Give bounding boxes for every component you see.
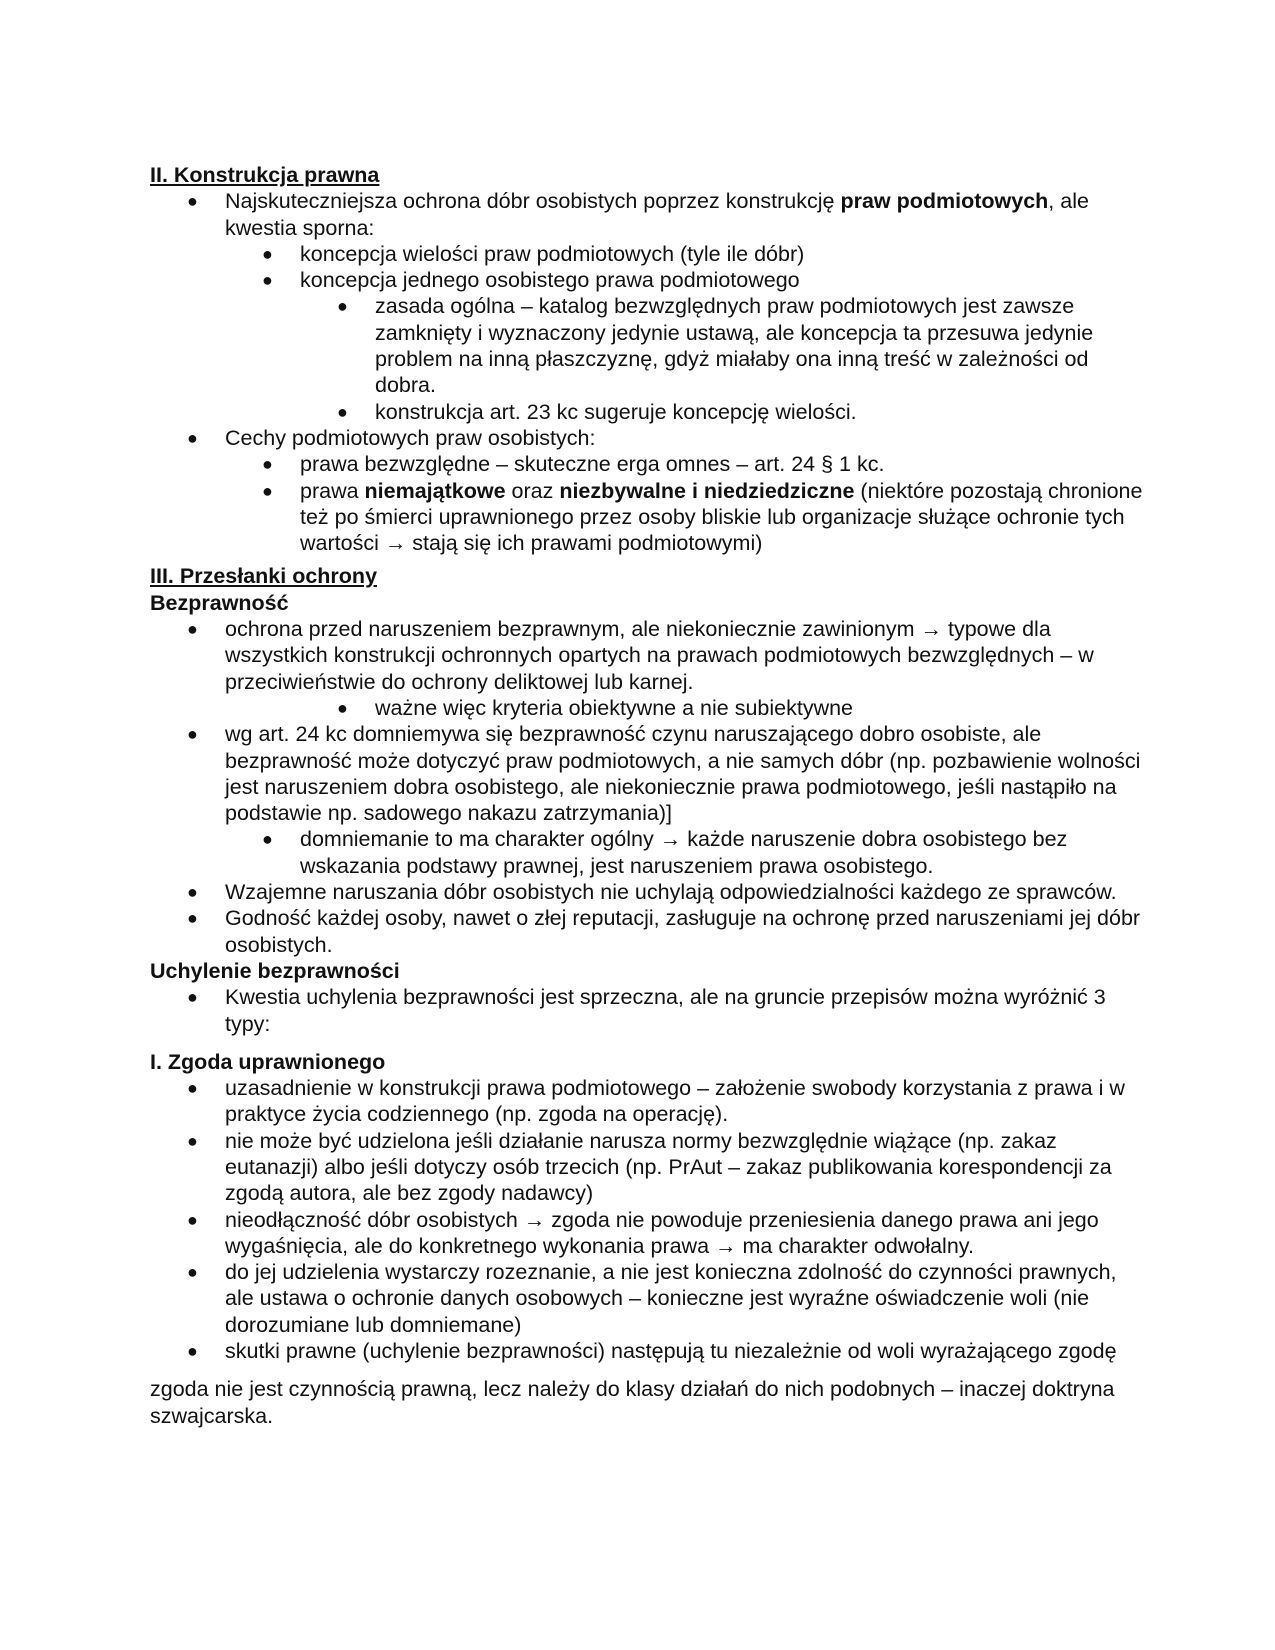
- bold-term: niemajątkowe: [364, 478, 506, 503]
- subheading-uchylenie: Uchylenie bezprawności: [150, 958, 400, 983]
- list-item: [150, 1075, 1150, 1128]
- list-item: [150, 478, 1150, 557]
- list-item: [150, 1128, 1150, 1207]
- list-item: [150, 451, 1150, 477]
- bullet-icon: ●: [187, 1078, 198, 1099]
- list-item-text: , ale kwestia sporna:: [225, 189, 1089, 240]
- list-item-text: uzasadnienie w konstrukcji prawa podmiotowego – założenie swobody korzystania z prawa i w praktyce życia codziennego (np. zgoda na operację).: [225, 1076, 1125, 1127]
- section-heading-przeslanki: III. Przesłanki ochrony: [150, 564, 378, 589]
- bullet-icon: ●: [187, 987, 198, 1008]
- list-item: [150, 1338, 1150, 1364]
- list-item-text: zasada ogólna – katalog bezwzględnych praw podmiotowych jest zawsze zamknięty i wyznaczony jedynie ustawą, ale koncepcja ta przesuwa jedynie problem na inną płaszczyznę, gdyż miałaby ona inną treść w zależności od dobra.: [375, 294, 1094, 398]
- bullet-icon: ●: [262, 480, 273, 501]
- bullet-icon: ●: [262, 829, 273, 850]
- list-item-text: wg art. 24 kc domniemywa się bezprawność czynu naruszającego dobro osobiste, ale bezprawność może dotyczyć praw podmiotowych, a nie samych dóbr (np. pozbawienie wolności jest naruszeniem dobra osobistego, ale niekoniecznie prawa podmiotowego, jeśli nastąpiło na podstawie np. sadowego nakazu zatrzymania)]: [225, 722, 1141, 826]
- list-item: [150, 1207, 1150, 1260]
- list-item: [150, 241, 1150, 267]
- list-item: [150, 267, 1150, 293]
- bullet-icon: ●: [187, 882, 198, 903]
- list-item-text: do jej udzielenia wystarczy rozeznanie, a nie jest konieczna zdolność do czynności prawnych, ale ustawa o ochronie danych osobowych – konieczne jest wyraźne oświadczenie woli (nie dorozumiane lub domniemane): [225, 1260, 1117, 1337]
- list-item-text: domniemanie to ma charakter ogólny → każde naruszenie dobra osobistego bez wskazania podstawy prawnej, jest naruszeniem prawa osobistego.: [300, 827, 1068, 878]
- bullet-icon: ●: [187, 191, 198, 212]
- bullet-icon: ●: [187, 619, 198, 640]
- bullet-icon: ●: [187, 908, 198, 929]
- list-item: [150, 616, 1150, 695]
- list-item: [150, 399, 1150, 425]
- bold-term: niezbywalne i niedziedziczne: [559, 478, 855, 503]
- list-item-text: Godność każdej osoby, nawet o złej reputacji, zasługuje na ochronę przed naruszeniami jej dóbr osobistych.: [225, 906, 1141, 957]
- list-item-text: Kwestia uchylenia bezprawności jest sprzeczna, ale na gruncie przepisów można wyróżnić 3 typy:: [225, 985, 1106, 1036]
- bullet-icon: ●: [262, 454, 273, 475]
- list-item: [150, 695, 1150, 721]
- list-item: [150, 293, 1150, 398]
- list-item-text: prawa: [300, 478, 365, 503]
- list-item-text: skutki prawne (uchylenie bezprawności) następują tu niezależnie od woli wyrażającego zgodę: [225, 1339, 1117, 1364]
- list-item-text: koncepcja wielości praw podmiotowych (tyle ile dóbr): [300, 241, 805, 266]
- bullet-icon: ●: [187, 1209, 198, 1230]
- list-item-text: Cechy podmiotowych praw osobistych:: [225, 425, 596, 450]
- bullet-icon: ●: [187, 724, 198, 745]
- bullet-icon: ●: [262, 243, 273, 264]
- bullet-icon: ●: [187, 427, 198, 448]
- list-item: [150, 905, 1150, 958]
- list-item-text: ochrona przed naruszeniem bezprawnym, ale niekoniecznie zawinionym → typowe dla wszystkich konstrukcji ochronnych opartych na prawach podmiotowych bezwzględnych – w przeciwieństwie do ochrony deliktowej lub karnej.: [225, 617, 1094, 694]
- list-item-text: nieodłączność dóbr osobistych → zgoda nie powoduje przeniesienia danego prawa ani jego wygaśnięcia, ale do konkretnego wykonania prawa → ma charakter odwołalny.: [225, 1207, 1099, 1258]
- list-item: [150, 425, 1150, 451]
- list-item-text: koncepcja jednego osobistego prawa podmiotowego: [300, 268, 800, 293]
- list-item: [150, 826, 1150, 879]
- list-item-text: prawa bezwzględne – skuteczne erga omnes – art. 24 § 1 kc.: [300, 452, 885, 477]
- list-item-text: ważne więc kryteria obiektywne a nie subiektywne: [375, 695, 854, 720]
- list-item-text: konstrukcja art. 23 kc sugeruje koncepcję wielości.: [375, 399, 857, 424]
- bullet-icon: ●: [337, 697, 348, 718]
- list-item: [150, 1259, 1150, 1338]
- bullet-icon: ●: [187, 1262, 198, 1283]
- list-item: [150, 984, 1150, 1037]
- list-item-text: Najskuteczniejsza ochrona dóbr osobistych poprzez konstrukcję: [225, 189, 841, 214]
- list-item: [150, 721, 1150, 826]
- list-item-text: oraz: [505, 478, 560, 503]
- subheading-zgoda: I. Zgoda uprawnionego: [150, 1049, 386, 1074]
- list-item-text: (niektóre pozostają chronione też po śmierci uprawnionego przez osoby bliskie lub organizacje służące ochronie tych wartości → stają się ich prawami podmiotowymi): [300, 478, 1143, 556]
- bullet-icon: ●: [337, 401, 348, 422]
- list-item: [150, 879, 1150, 905]
- document-page: [150, 162, 1150, 1429]
- list-item-text: nie może być udzielona jeśli działanie narusza normy bezwzględnie wiążące (np. zakaz eutanazji) albo jeśli dotyczy osób trzecich (np. PrAut – zakaz publikowania korespondencji za zgodą autora, ale bez zgody nadawcy): [225, 1128, 1112, 1206]
- list-item-text: Wzajemne naruszania dóbr osobistych nie uchylają odpowiedzialności każdego ze sprawców.: [225, 880, 1117, 905]
- bullet-icon: ●: [187, 1341, 198, 1362]
- bullet-icon: ●: [337, 296, 348, 317]
- bullet-icon: ●: [187, 1130, 198, 1151]
- bold-term: praw podmiotowych: [840, 189, 1049, 214]
- list-item: [150, 188, 1150, 241]
- subheading-bezprawnosc: Bezprawność: [150, 590, 289, 615]
- bullet-icon: ●: [262, 270, 273, 291]
- body-paragraph: zgoda nie jest czynnością prawną, lecz należy do klasy działań do nich podobnych – inaczej doktryna szwajcarska.: [150, 1377, 1115, 1428]
- section-heading-konstrukcja: II. Konstrukcja prawna: [150, 163, 380, 187]
